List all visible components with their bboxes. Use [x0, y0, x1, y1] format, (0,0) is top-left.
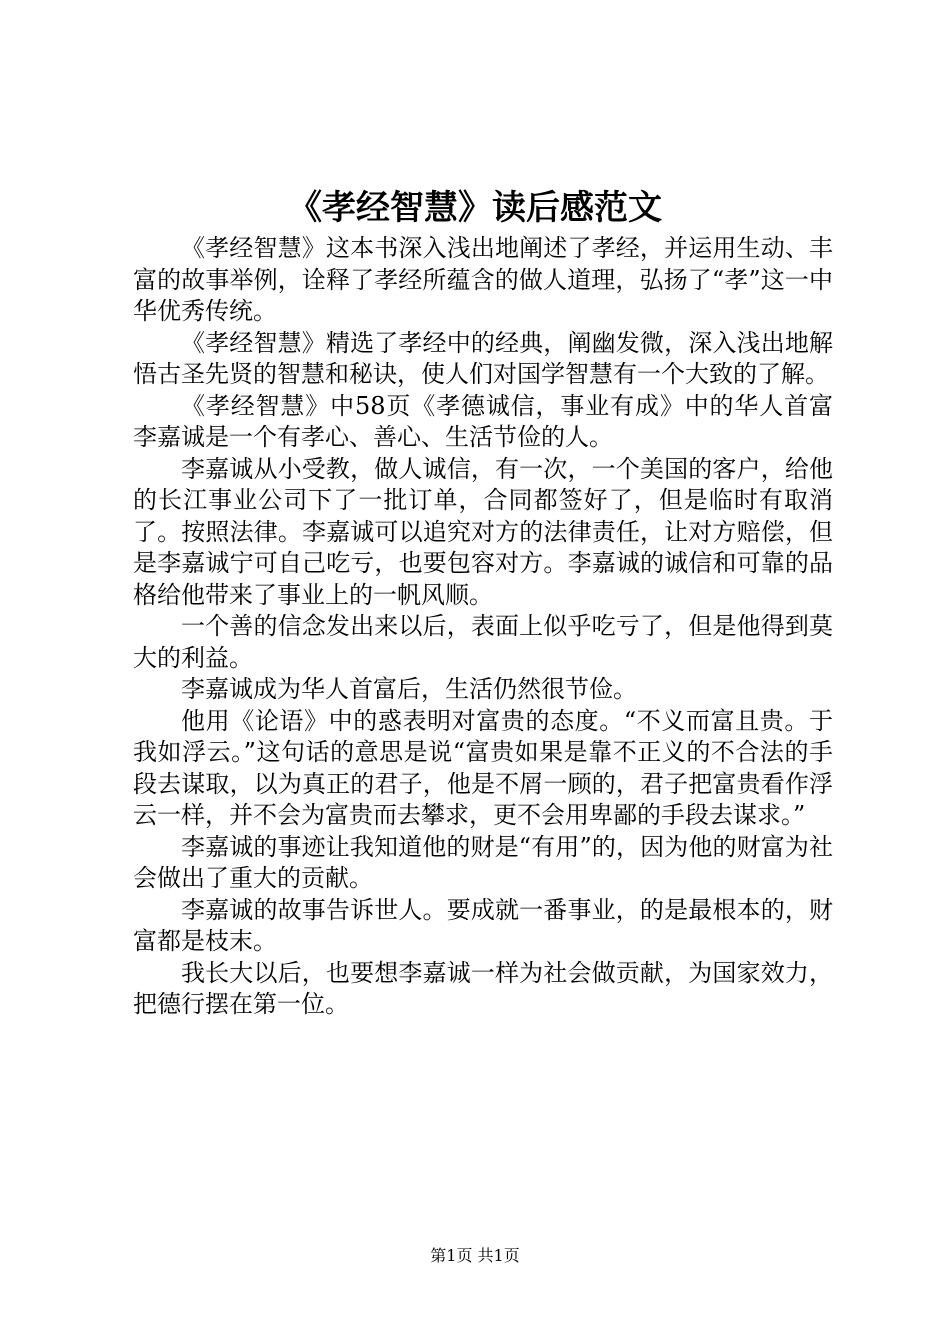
document-body	[133, 233, 833, 1021]
paragraph-9: 李嘉诚的故事告诉世人。要成就一番事业，的是最根本的，财富都是枝末。	[133, 895, 833, 955]
paragraph-3: 《孝经智慧》中58页《孝德诚信，事业有成》中的华人首富李嘉诚是一个有孝心、善心、生活节俭的人。	[133, 391, 833, 451]
paragraph-1: 《孝经智慧》这本书深入浅出地阐述了孝经，并运用生动、丰富的故事举例，诠释了孝经所蕴含的做人道理，弘扬了“孝”这一中华优秀传统。	[133, 234, 833, 325]
page-footer: 第1页 共1页	[430, 1246, 520, 1265]
paragraph-8: 李嘉诚的事迹让我知道他的财是“有用”的，因为他的财富为社会做出了重大的贡献。	[133, 832, 833, 892]
paragraph-4: 李嘉诚从小受教，做人诚信，有一次，一个美国的客户，给他的长江事业公司下了一批订单，合同都签好了，但是临时有取消了。按照法律。李嘉诚可以追究对方的法律责任，让对方赔偿，但是李嘉诚宁可自己吃亏，也要包容对方。李嘉诚的诚信和可靠的品格给他带来了事业上的一帆风顺。	[133, 454, 833, 609]
document-title: 《孝经智慧》读后感范文	[288, 188, 662, 228]
paragraph-2: 《孝经智慧》精选了孝经中的经典，阐幽发微，深入浅出地解悟古圣先贤的智慧和秘诀，使人们对国学智慧有一个大致的了解。	[133, 328, 833, 388]
paragraph-6: 李嘉诚成为华人首富后，生活仍然很节俭。	[181, 675, 637, 703]
paragraph-5: 一个善的信念发出来以后，表面上似乎吃亏了，但是他得到莫大的利益。	[133, 612, 833, 672]
paragraph-10: 我长大以后，也要想李嘉诚一样为社会做贡献，为国家效力，把德行摆在第一位。	[133, 958, 833, 1018]
paragraph-7: 他用《论语》中的惑表明对富贵的态度。“不义而富且贵。于我如浮云。”这句话的意思是说“富贵如果是靠不正义的不合法的手段去谋取，以为真正的君子，他是不屑一顾的，君子把富贵看作浮云一样，并不会为富贵而去攀求，更不会用卑鄙的手段去谋求。”	[133, 706, 833, 829]
